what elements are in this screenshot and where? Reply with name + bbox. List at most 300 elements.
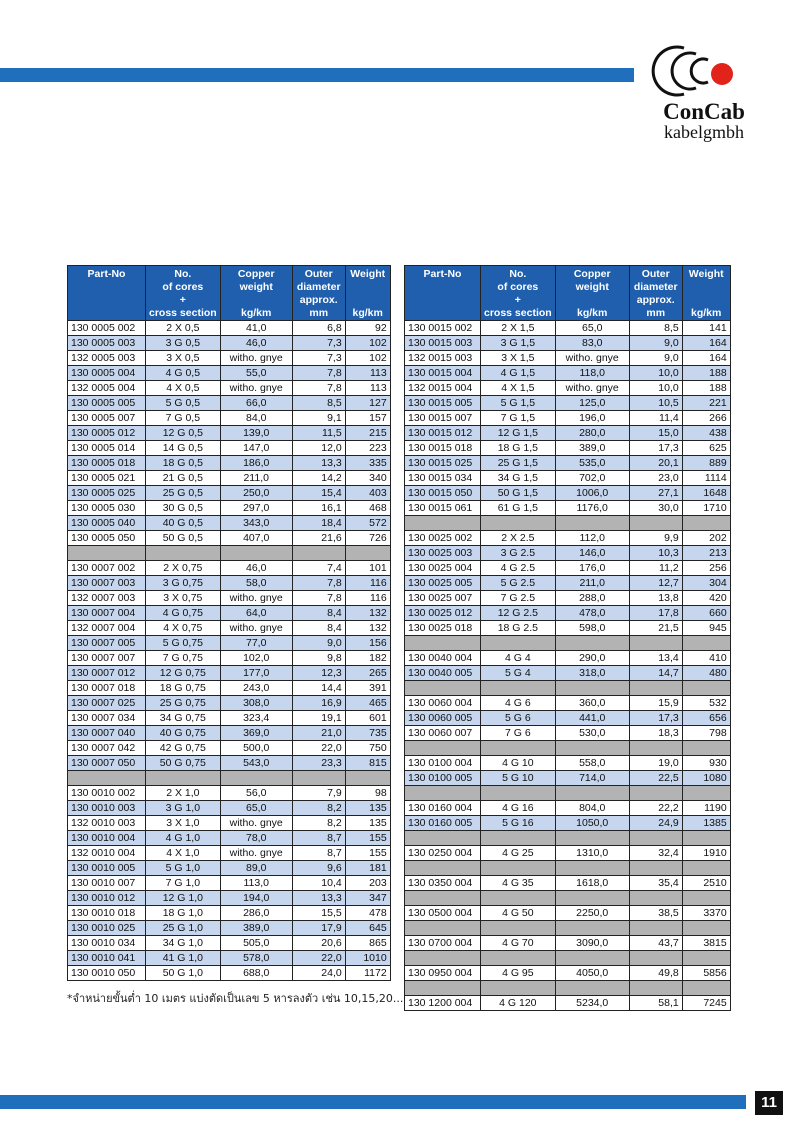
table-cell: 21 G 0,5 (146, 471, 221, 486)
table-row (68, 801, 391, 816)
table-cell: 116 (345, 576, 390, 591)
table-cell: 10,5 (629, 396, 682, 411)
table-cell: 5 G 2.5 (481, 576, 556, 591)
column-header-line: approx. (636, 294, 675, 306)
table-cell: 12 G 1,0 (146, 891, 221, 906)
table-cell: 10,0 (629, 381, 682, 396)
table-cell: 2 X 0,5 (146, 321, 221, 336)
table-cell: 92 (345, 321, 390, 336)
table-row (405, 366, 731, 381)
table-cell: 1080 (682, 771, 730, 786)
table-row (405, 456, 731, 471)
table-cell: 40 G 0,5 (146, 516, 221, 531)
table-cell: 130 0500 004 (405, 906, 481, 921)
table-cell: 4 G 4 (481, 651, 556, 666)
separator-cell (481, 951, 556, 966)
table-cell: 22,0 (292, 951, 345, 966)
table-cell: 656 (682, 711, 730, 726)
separator-cell (405, 951, 481, 966)
table-cell: 645 (345, 921, 390, 936)
table-cell: 18 G 0,5 (146, 456, 221, 471)
table-cell: 4 G 95 (481, 966, 556, 981)
table-row (68, 591, 391, 606)
table-row (405, 621, 731, 636)
table-cell: 4 G 1,0 (146, 831, 221, 846)
table-row (68, 921, 391, 936)
table-cell: 130 0010 034 (68, 936, 146, 951)
table-cell: 102 (345, 351, 390, 366)
logo-subtitle: kabelgmbh (664, 122, 744, 142)
table-cell: 2 X 2.5 (481, 531, 556, 546)
table-cell: 130 0025 004 (405, 561, 481, 576)
column-header-line: diameter (633, 281, 678, 293)
table-row (405, 321, 731, 336)
separator-cell (481, 786, 556, 801)
table-row (405, 846, 731, 861)
table-cell: 804,0 (555, 801, 629, 816)
table-cell: 558,0 (555, 756, 629, 771)
table-cell: 15,4 (292, 486, 345, 501)
table-cell: 572 (345, 516, 390, 531)
table-cell: 598,0 (555, 621, 629, 636)
table-cell: 50 G 0,75 (146, 756, 221, 771)
table-cell: 213 (682, 546, 730, 561)
table-row (405, 696, 731, 711)
table-cell: 42 G 0,75 (146, 741, 221, 756)
table-cell: 391 (345, 681, 390, 696)
table-cell: 8,5 (292, 396, 345, 411)
table-cell: 4 G 6 (481, 696, 556, 711)
table-cell: witho. gnye (555, 381, 629, 396)
table-cell: 113 (345, 381, 390, 396)
table-cell: 203 (345, 876, 390, 891)
separator-cell (405, 681, 481, 696)
table-row (68, 906, 391, 921)
table-cell: 130 0007 050 (68, 756, 146, 771)
table-row (68, 726, 391, 741)
table-cell: 625 (682, 441, 730, 456)
table-cell: 34 G 0,75 (146, 711, 221, 726)
table-cell: 750 (345, 741, 390, 756)
table-cell: 130 0010 025 (68, 921, 146, 936)
table-cell: 55,0 (220, 366, 292, 381)
logo-rings-icon (644, 40, 764, 102)
table-cell: 9,0 (629, 351, 682, 366)
table-cell: 38,5 (629, 906, 682, 921)
column-header-line: mm (309, 307, 329, 319)
table-cell: 25 G 0,75 (146, 696, 221, 711)
separator-cell (555, 861, 629, 876)
separator-cell (481, 861, 556, 876)
separator-row (405, 786, 731, 801)
table-cell: 130 0025 018 (405, 621, 481, 636)
table-cell: 132 0010 003 (68, 816, 146, 831)
table-cell: 147,0 (220, 441, 292, 456)
separator-cell (629, 951, 682, 966)
table-cell: 11,5 (292, 426, 345, 441)
table-row (68, 396, 391, 411)
table-cell: 8,2 (292, 801, 345, 816)
table-cell: 164 (682, 351, 730, 366)
table-cell: 1172 (345, 966, 390, 981)
column-header-line: weight (575, 281, 609, 293)
separator-cell (555, 951, 629, 966)
table-row (405, 411, 731, 426)
table-cell: 4 G 1,5 (481, 366, 556, 381)
table-cell: 130 0007 025 (68, 696, 146, 711)
logo-name: ConCab (663, 99, 745, 124)
table-cell: 34 G 1,0 (146, 936, 221, 951)
column-header (292, 266, 345, 321)
table-row (68, 651, 391, 666)
table-cell: 4 G 120 (481, 996, 556, 1011)
table-cell: 50 G 1,0 (146, 966, 221, 981)
table-row (405, 816, 731, 831)
table-cell: 130 0100 005 (405, 771, 481, 786)
table-cell: 2 X 1,0 (146, 786, 221, 801)
table-cell: 102 (345, 336, 390, 351)
table-cell: 286,0 (220, 906, 292, 921)
table-cell: 132 0005 003 (68, 351, 146, 366)
table-cell: 308,0 (220, 696, 292, 711)
separator-cell (345, 546, 390, 561)
table-cell: 139,0 (220, 426, 292, 441)
table-cell: 65,0 (555, 321, 629, 336)
table-row (68, 456, 391, 471)
table-cell: 130 0950 004 (405, 966, 481, 981)
table-cell: 304 (682, 576, 730, 591)
table-cell: 130 0005 007 (68, 411, 146, 426)
table-cell: 223 (345, 441, 390, 456)
table-cell: 130 1200 004 (405, 996, 481, 1011)
table-row (68, 516, 391, 531)
table-cell: 130 0060 007 (405, 726, 481, 741)
separator-cell (146, 546, 221, 561)
separator-cell (481, 921, 556, 936)
table-cell: 101 (345, 561, 390, 576)
table-row (68, 966, 391, 981)
table-cell: witho. gnye (220, 816, 292, 831)
separator-cell (629, 921, 682, 936)
table-row (405, 531, 731, 546)
column-header-line: Weight (688, 268, 724, 280)
table-cell: 130 0007 002 (68, 561, 146, 576)
separator-cell (220, 771, 292, 786)
separator-cell (405, 741, 481, 756)
table-cell: 5 G 0,75 (146, 636, 221, 651)
table-row (405, 381, 731, 396)
table-cell: 4050,0 (555, 966, 629, 981)
separator-cell (629, 861, 682, 876)
separator-cell (220, 546, 292, 561)
table-cell: 132 0005 004 (68, 381, 146, 396)
table-row (405, 651, 731, 666)
table-row (405, 666, 731, 681)
separator-cell (682, 636, 730, 651)
table-cell: 177,0 (220, 666, 292, 681)
table-cell: witho. gnye (555, 351, 629, 366)
separator-cell (682, 516, 730, 531)
table-cell: 945 (682, 621, 730, 636)
table-cell: 40 G 0,75 (146, 726, 221, 741)
separator-cell (555, 786, 629, 801)
table-cell: 865 (345, 936, 390, 951)
separator-row (405, 636, 731, 651)
table-cell: 25 G 0,5 (146, 486, 221, 501)
table-cell: 130 0007 007 (68, 651, 146, 666)
separator-cell (682, 891, 730, 906)
table-cell: 714,0 (555, 771, 629, 786)
column-header-line: Weight (350, 268, 386, 280)
separator-cell (629, 831, 682, 846)
separator-row (405, 681, 731, 696)
table-cell: 369,0 (220, 726, 292, 741)
separator-cell (629, 681, 682, 696)
table-cell: 12 G 0,75 (146, 666, 221, 681)
table-cell: 113,0 (220, 876, 292, 891)
table-cell: 735 (345, 726, 390, 741)
table-cell: 7,3 (292, 351, 345, 366)
column-header-line: Part-No (87, 268, 126, 280)
table-cell: 335 (345, 456, 390, 471)
table-cell: 130 0005 003 (68, 336, 146, 351)
table-cell: 130 0010 004 (68, 831, 146, 846)
table-cell: 343,0 (220, 516, 292, 531)
table-cell: 360,0 (555, 696, 629, 711)
table-cell: 323,4 (220, 711, 292, 726)
table-row (405, 801, 731, 816)
table-row (68, 606, 391, 621)
table-cell: 4 G 70 (481, 936, 556, 951)
table-cell: 17,8 (629, 606, 682, 621)
table-row (405, 936, 731, 951)
separator-cell (481, 636, 556, 651)
table-cell: witho. gnye (220, 591, 292, 606)
table-header-row (405, 266, 731, 321)
table-cell: 12 G 2.5 (481, 606, 556, 621)
table-cell: 146,0 (555, 546, 629, 561)
table-cell: 78,0 (220, 831, 292, 846)
table-cell: 1710 (682, 501, 730, 516)
table-cell: 12 G 0,5 (146, 426, 221, 441)
table-cell: 290,0 (555, 651, 629, 666)
separator-cell (555, 921, 629, 936)
table-cell: 98 (345, 786, 390, 801)
table-row (405, 471, 731, 486)
table-cell: 5 G 1,5 (481, 396, 556, 411)
table-cell: 130 0350 004 (405, 876, 481, 891)
table-cell: 7 G 2.5 (481, 591, 556, 606)
table-cell: 265 (345, 666, 390, 681)
table-cell: 89,0 (220, 861, 292, 876)
table-cell: 13,3 (292, 456, 345, 471)
table-cell: 468 (345, 501, 390, 516)
table-cell: 112,0 (555, 531, 629, 546)
table-cell: 157 (345, 411, 390, 426)
separator-cell (682, 741, 730, 756)
table-cell: 297,0 (220, 501, 292, 516)
column-header-line: mm (646, 307, 666, 319)
table-cell: 930 (682, 756, 730, 771)
table-cell: 1114 (682, 471, 730, 486)
separator-cell (555, 516, 629, 531)
table-cell: 403 (345, 486, 390, 501)
table-cell: 56,0 (220, 786, 292, 801)
table-cell: 132 0007 004 (68, 621, 146, 636)
column-header-line: + (514, 294, 521, 306)
separator-cell (555, 891, 629, 906)
table-cell: 7,9 (292, 786, 345, 801)
table-cell: 4 G 10 (481, 756, 556, 771)
separator-cell (555, 681, 629, 696)
table-cell: 11,4 (629, 411, 682, 426)
table-cell: 41 G 1,0 (146, 951, 221, 966)
table-cell: 66,0 (220, 396, 292, 411)
table-cell: 4 G 50 (481, 906, 556, 921)
table-row (68, 876, 391, 891)
table-cell: 441,0 (555, 711, 629, 726)
table-row (68, 891, 391, 906)
table-cell: 10,3 (629, 546, 682, 561)
table-cell: 20,6 (292, 936, 345, 951)
table-cell: 726 (345, 531, 390, 546)
table-cell: 5 G 0,5 (146, 396, 221, 411)
table-cell: 130 0007 034 (68, 711, 146, 726)
table-cell: 1050,0 (555, 816, 629, 831)
table-row (68, 486, 391, 501)
table-cell: 18 G 1,5 (481, 441, 556, 456)
table-cell: 18 G 0,75 (146, 681, 221, 696)
table-cell: 530,0 (555, 726, 629, 741)
table-cell: 132 0015 004 (405, 381, 481, 396)
table-cell: 116 (345, 591, 390, 606)
table-cell: 5 G 6 (481, 711, 556, 726)
table-cell: 1176,0 (555, 501, 629, 516)
table-cell: 118,0 (555, 366, 629, 381)
table-cell: 194,0 (220, 891, 292, 906)
column-header-line: cross section (484, 307, 552, 319)
table-cell: 17,3 (629, 441, 682, 456)
table-cell: 5234,0 (555, 996, 629, 1011)
column-header-line: Part-No (423, 268, 462, 280)
separator-cell (405, 516, 481, 531)
table-cell: 5 G 16 (481, 816, 556, 831)
table-cell: 130 0015 061 (405, 501, 481, 516)
table-cell: 130 0010 007 (68, 876, 146, 891)
table-cell: 3 G 0,5 (146, 336, 221, 351)
table-cell: 9,0 (629, 336, 682, 351)
table-cell: 182 (345, 651, 390, 666)
table-cell: 18,3 (629, 726, 682, 741)
column-header-line: diameter (296, 281, 341, 293)
table-cell: 16,9 (292, 696, 345, 711)
column-header (555, 266, 629, 321)
table-row (405, 591, 731, 606)
table-cell: 130 0005 021 (68, 471, 146, 486)
table-row (405, 996, 731, 1011)
table-cell: 113 (345, 366, 390, 381)
column-header-line (224, 294, 289, 307)
column-header-line: approx. (299, 294, 338, 306)
table-cell: 58,0 (220, 576, 292, 591)
table-cell: 130 0250 004 (405, 846, 481, 861)
table-cell: 77,0 (220, 636, 292, 651)
column-header-line: weight (239, 281, 273, 293)
table-cell: 141 (682, 321, 730, 336)
separator-row (405, 831, 731, 846)
separator-cell (682, 981, 730, 996)
table-row (68, 711, 391, 726)
table-cell: 188 (682, 366, 730, 381)
table-cell: 130 0005 025 (68, 486, 146, 501)
table-row (68, 321, 391, 336)
table-cell: 410 (682, 651, 730, 666)
header-bar (0, 68, 634, 82)
table-cell: 702,0 (555, 471, 629, 486)
separator-row (68, 546, 391, 561)
table-cell: 532 (682, 696, 730, 711)
table-cell: 8,4 (292, 621, 345, 636)
table-cell: 15,0 (629, 426, 682, 441)
table-cell: 46,0 (220, 561, 292, 576)
separator-cell (68, 771, 146, 786)
table-cell: 7,8 (292, 366, 345, 381)
separator-cell (555, 831, 629, 846)
column-header (345, 266, 390, 321)
table-cell: 202 (682, 531, 730, 546)
separator-row (405, 861, 731, 876)
table-cell: 50 G 0,5 (146, 531, 221, 546)
table-cell: 12,0 (292, 441, 345, 456)
table-cell: 12,7 (629, 576, 682, 591)
table-cell: 2510 (682, 876, 730, 891)
table-row (405, 966, 731, 981)
table-cell: 83,0 (555, 336, 629, 351)
table-cell: 2 X 0,75 (146, 561, 221, 576)
table-cell: 10,0 (629, 366, 682, 381)
table-cell: 164 (682, 336, 730, 351)
table-cell: 130 0025 002 (405, 531, 481, 546)
table-cell: 13,4 (629, 651, 682, 666)
table-row (68, 441, 391, 456)
table-cell: 61 G 1,5 (481, 501, 556, 516)
column-header-line (349, 281, 387, 294)
table-row (405, 351, 731, 366)
table-cell: witho. gnye (220, 621, 292, 636)
table-cell: 43,7 (629, 936, 682, 951)
column-header-line (686, 281, 727, 294)
table-cell: 478 (345, 906, 390, 921)
table-cell: 130 0007 012 (68, 666, 146, 681)
table-cell: 23,3 (292, 756, 345, 771)
table-cell: 65,0 (220, 801, 292, 816)
table-cell: 130 0015 012 (405, 426, 481, 441)
column-header (220, 266, 292, 321)
table-cell: 21,5 (629, 621, 682, 636)
table-row (68, 666, 391, 681)
table-cell: 64,0 (220, 606, 292, 621)
table-cell: 22,5 (629, 771, 682, 786)
column-header-line (686, 294, 727, 307)
table-cell: 12 G 1,5 (481, 426, 556, 441)
table-row (405, 501, 731, 516)
table-cell: 155 (345, 831, 390, 846)
table-cell: 135 (345, 801, 390, 816)
table-cell: 7,8 (292, 576, 345, 591)
table-cell: 19,1 (292, 711, 345, 726)
table-cell: 389,0 (220, 921, 292, 936)
table-cell: 12,3 (292, 666, 345, 681)
